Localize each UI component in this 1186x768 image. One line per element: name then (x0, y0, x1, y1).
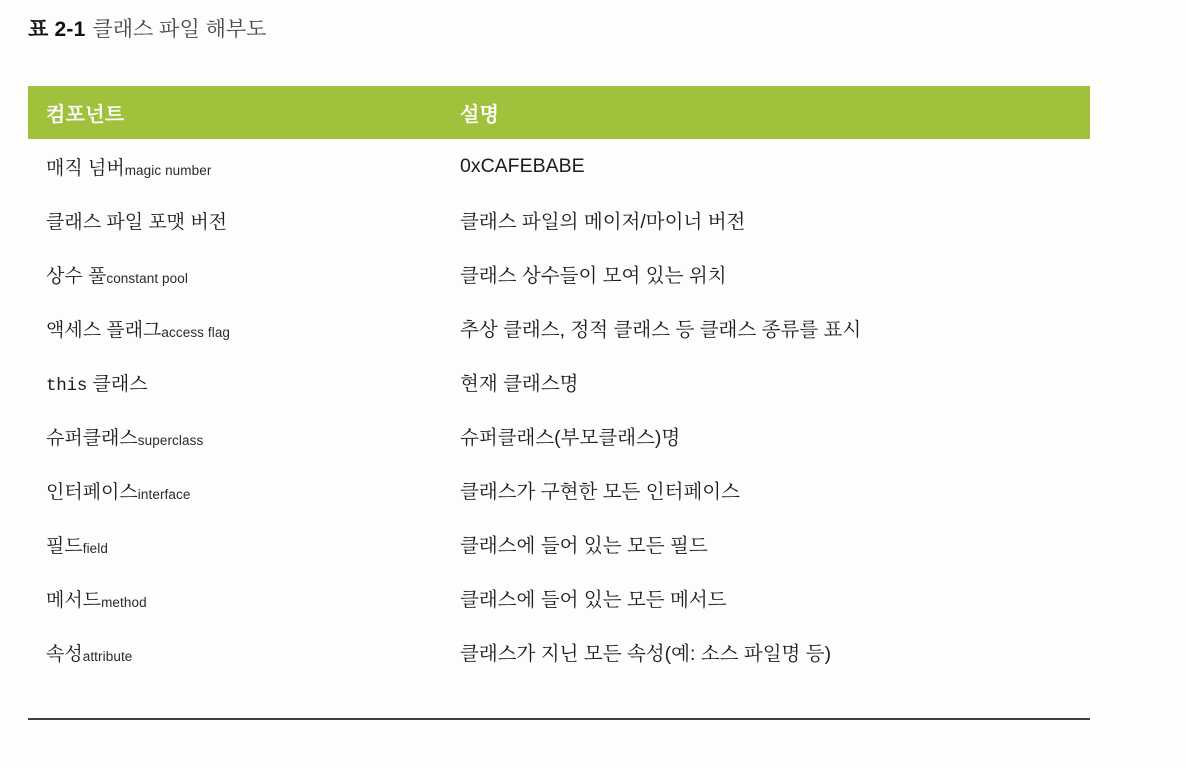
component-korean-text: 매직 넘버 (46, 157, 125, 179)
table-row (28, 139, 1090, 193)
cell-description: 클래스가 구현한 모든 인터페이스 (440, 463, 1090, 517)
cell-component (28, 355, 440, 409)
cell-description: 클래스가 지닌 모든 속성(예: 소스 파일명 등) (440, 625, 1090, 679)
cell-component (28, 625, 440, 679)
spec-table (28, 86, 1090, 679)
cell-component (28, 409, 440, 463)
cell-component (28, 517, 440, 571)
table-row (28, 625, 1090, 679)
component-korean-text: 필드 (46, 535, 83, 557)
cell-description: 0xCAFEBABE (440, 139, 1090, 193)
component-english-gloss: field (82, 540, 108, 556)
table-row (28, 301, 1090, 355)
cell-description: 클래스 파일의 메이저/마이너 버전 (440, 193, 1090, 247)
table-row (28, 571, 1090, 625)
cell-component (28, 139, 440, 193)
cell-component (28, 463, 440, 517)
table-row (28, 463, 1090, 517)
cell-description: 클래스 상수들이 모여 있는 위치 (440, 247, 1090, 301)
component-korean-text: 메서드 (46, 589, 102, 611)
cell-component (28, 193, 440, 247)
component-korean-text: 상수 풀 (46, 265, 107, 287)
component-korean-text: 클래스 (87, 373, 148, 395)
component-mono-text: this (46, 375, 88, 396)
table-row (28, 193, 1090, 247)
column-header-description: 설명 (440, 86, 1090, 139)
table-head (28, 86, 1090, 139)
table-row (28, 355, 1090, 409)
column-header-component: 컴포넌트 (28, 86, 440, 139)
cell-component (28, 571, 440, 625)
table-caption (28, 16, 266, 44)
cell-description: 현재 클래스명 (440, 355, 1090, 409)
component-english-gloss: superclass (137, 432, 204, 448)
caption-text: 클래스 파일 해부도 (92, 18, 267, 41)
component-english-gloss: method (101, 594, 147, 610)
table-row (28, 409, 1090, 463)
table-row (28, 517, 1090, 571)
component-korean-text: 슈퍼클래스 (46, 427, 138, 449)
component-english-gloss: access flag (161, 324, 231, 340)
component-english-gloss: attribute (82, 648, 133, 664)
table-row (28, 247, 1090, 301)
cell-description: 슈퍼클래스(부모클래스)명 (440, 409, 1090, 463)
caption-label: 표 2-1 (28, 18, 86, 41)
component-korean-text: 속성 (46, 643, 83, 665)
cell-description: 클래스에 들어 있는 모든 메서드 (440, 571, 1090, 625)
component-english-gloss: magic number (124, 162, 212, 178)
table-body (28, 139, 1090, 679)
component-korean-text: 액세스 플래그 (46, 319, 162, 341)
component-korean-text: 클래스 파일 포맷 버전 (46, 211, 228, 233)
cell-component (28, 301, 440, 355)
class-file-anatomy-table (28, 86, 1090, 679)
cell-description: 추상 클래스, 정적 클래스 등 클래스 종류를 표시 (440, 301, 1090, 355)
table-header-row (28, 86, 1090, 139)
component-korean-text: 인터페이스 (46, 481, 138, 503)
component-english-gloss: interface (137, 486, 191, 502)
cell-component (28, 247, 440, 301)
bottom-rule (28, 718, 1090, 720)
component-english-gloss: constant pool (106, 270, 188, 286)
cell-description: 클래스에 들어 있는 모든 필드 (440, 517, 1090, 571)
